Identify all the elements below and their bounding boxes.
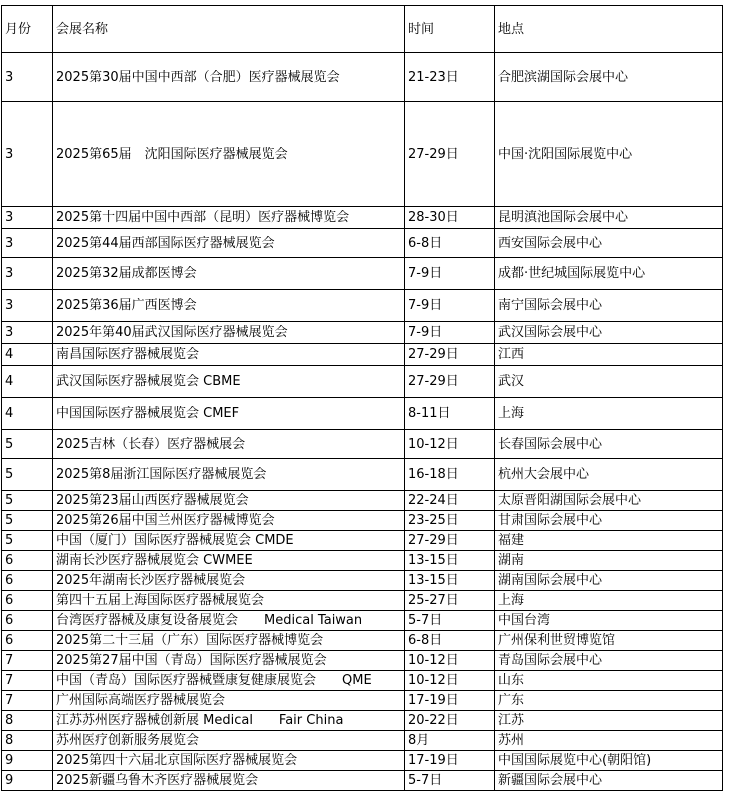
cell-text-time: 20-22日: [408, 713, 459, 728]
cell-time: [405, 366, 495, 398]
exhibition-schedule-table: [1, 5, 723, 791]
table-row: [2, 229, 723, 258]
cell-time: [405, 430, 495, 459]
cell-text-month: 6: [5, 553, 14, 568]
cell-text-place: 江西: [498, 347, 525, 362]
cell-time: [405, 771, 495, 791]
table-row: [2, 771, 723, 791]
cell-text-time: 10-12日: [408, 673, 459, 688]
cell-place: [495, 591, 723, 611]
cell-place: [495, 711, 723, 731]
cell-name: [53, 691, 405, 711]
cell-text-month: 9: [5, 773, 14, 788]
table-row: [2, 651, 723, 671]
cell-text-month: 3: [5, 325, 14, 340]
cell-text-place: 中国·沈阳国际展览中心: [498, 146, 633, 162]
cell-time: [405, 531, 495, 551]
column-header-time: 时间: [405, 6, 495, 53]
cell-text-time: 27-29日: [408, 374, 459, 389]
column-header-name: 会展名称: [53, 6, 405, 53]
cell-text-month: 3: [5, 210, 14, 225]
cell-text-place: 广州保利世贸博览馆: [498, 633, 616, 648]
cell-time: [405, 691, 495, 711]
cell-text-month: 8: [5, 733, 14, 748]
cell-place: [495, 651, 723, 671]
cell-time: [405, 631, 495, 651]
cell-text-name: 2025第26届中国兰州医疗器械博览会: [56, 513, 275, 528]
cell-name: [53, 322, 405, 344]
cell-text-name: 2025第27届中国（青岛）国际医疗器械展览会: [56, 653, 327, 668]
cell-month: [2, 591, 53, 611]
table-row: [2, 731, 723, 751]
cell-month: [2, 430, 53, 459]
cell-time: [405, 551, 495, 571]
cell-text-name: 2025第44届西部国际医疗器械展览会: [56, 235, 275, 251]
cell-time: [405, 571, 495, 591]
cell-name: [53, 531, 405, 551]
cell-month: [2, 651, 53, 671]
table-row: [2, 290, 723, 322]
cell-name: [53, 711, 405, 731]
cell-time: [405, 207, 495, 229]
cell-text-month: 5: [5, 533, 14, 548]
cell-place: [495, 631, 723, 651]
cell-place: [495, 102, 723, 207]
cell-text-month: 3: [5, 69, 14, 85]
cell-month: [2, 711, 53, 731]
cell-text-name: 2025第23届山西医疗器械展览会: [56, 493, 249, 508]
cell-place: [495, 258, 723, 290]
cell-text-month: 4: [5, 406, 14, 421]
cell-month: [2, 229, 53, 258]
cell-time: [405, 651, 495, 671]
cell-place: [495, 771, 723, 791]
cell-name: [53, 344, 405, 366]
cell-text-time: 6-8日: [408, 633, 443, 648]
cell-text-time: 7-9日: [408, 325, 443, 340]
table-row: [2, 691, 723, 711]
cell-text-place: 湖南: [498, 553, 525, 568]
cell-place: [495, 430, 723, 459]
cell-text-place: 杭州大会展中心: [498, 467, 590, 482]
cell-text-time: 21-23日: [408, 69, 459, 85]
cell-text-name: 2025新疆乌鲁木齐医疗器械展览会: [56, 773, 259, 788]
column-header-month: 月份: [2, 6, 53, 53]
cell-text-name: 2025年第40届武汉国际医疗器械展览会: [56, 325, 288, 340]
cell-text-name: 苏州医疗创新服务展览会: [56, 733, 200, 748]
cell-month: [2, 611, 53, 631]
cell-text-time: 13-15日: [408, 573, 459, 588]
cell-time: [405, 398, 495, 430]
cell-month: [2, 771, 53, 791]
cell-text-place: 南宁国际会展中心: [498, 298, 603, 313]
cell-name: [53, 207, 405, 229]
cell-text-place: 新疆国际会展中心: [498, 773, 603, 788]
cell-text-place: 青岛国际会展中心: [498, 653, 603, 668]
cell-name: [53, 651, 405, 671]
table-row: [2, 611, 723, 631]
cell-text-time: 22-24日: [408, 493, 459, 508]
cell-text-month: 7: [5, 693, 14, 708]
table-row: [2, 571, 723, 591]
cell-text-time: 5-7日: [408, 613, 443, 628]
cell-text-time: 27-29日: [408, 533, 459, 548]
cell-text-place: 江苏: [498, 713, 525, 728]
cell-place: [495, 571, 723, 591]
cell-month: [2, 731, 53, 751]
cell-text-month: 9: [5, 753, 14, 768]
cell-text-place: 武汉国际会展中心: [498, 325, 603, 340]
cell-time: [405, 511, 495, 531]
cell-name: [53, 491, 405, 511]
cell-month: [2, 571, 53, 591]
cell-time: [405, 459, 495, 491]
cell-text-name: 2025年湖南长沙医疗器械展览会: [56, 573, 246, 588]
cell-name: [53, 290, 405, 322]
cell-name: [53, 571, 405, 591]
cell-text-time: 10-12日: [408, 653, 459, 668]
cell-text-name: 湖南长沙医疗器械展览会 CWMEE: [56, 553, 253, 568]
cell-text-name: 广州国际高端医疗器械展览会: [56, 693, 226, 708]
cell-name: [53, 731, 405, 751]
cell-month: [2, 344, 53, 366]
cell-text-month: 7: [5, 673, 14, 688]
cell-time: [405, 731, 495, 751]
column-header-place: 地点: [495, 6, 723, 53]
table-row: [2, 551, 723, 571]
cell-text-time: 27-29日: [408, 347, 459, 362]
cell-month: [2, 551, 53, 571]
cell-text-place: 广东: [498, 693, 525, 708]
cell-place: [495, 53, 723, 102]
cell-text-time: 10-12日: [408, 436, 459, 452]
table-row: [2, 366, 723, 398]
table-row: [2, 322, 723, 344]
cell-name: [53, 258, 405, 290]
table-header-row: [2, 6, 723, 53]
cell-month: [2, 322, 53, 344]
table-row: [2, 430, 723, 459]
cell-text-name: 2025第8届浙江国际医疗器械展览会: [56, 467, 267, 482]
cell-text-name: 2025第二十三届（广东）国际医疗器械博览会: [56, 633, 324, 648]
cell-name: [53, 551, 405, 571]
cell-place: [495, 531, 723, 551]
cell-place: [495, 611, 723, 631]
cell-time: [405, 344, 495, 366]
table-row: [2, 531, 723, 551]
cell-place: [495, 398, 723, 430]
cell-text-month: 4: [5, 374, 14, 389]
table-row: [2, 591, 723, 611]
cell-text-place: 成都·世纪城国际展览中心: [498, 266, 646, 281]
cell-place: [495, 322, 723, 344]
cell-place: [495, 671, 723, 691]
cell-text-place: 西安国际会展中心: [498, 235, 603, 251]
table-row: [2, 671, 723, 691]
cell-text-name: 武汉国际医疗器械展览会 CBME: [56, 374, 241, 389]
cell-name: [53, 229, 405, 258]
table-row: [2, 102, 723, 207]
cell-text-name: 2025第四十六届北京国际医疗器械展览会: [56, 753, 298, 768]
cell-time: [405, 258, 495, 290]
cell-text-time: 23-25日: [408, 513, 459, 528]
table-header: [2, 6, 723, 53]
table-row: [2, 631, 723, 651]
cell-text-name: 中国（厦门）国际医疗器械展览会 CMDE: [56, 533, 294, 548]
cell-place: [495, 511, 723, 531]
cell-month: [2, 751, 53, 771]
cell-month: [2, 691, 53, 711]
cell-text-name: 2025第36届广西医博会: [56, 298, 197, 313]
cell-text-place: 上海: [498, 593, 525, 608]
cell-time: [405, 711, 495, 731]
cell-place: [495, 691, 723, 711]
table-row: [2, 491, 723, 511]
cell-text-place: 山东: [498, 673, 525, 688]
cell-text-month: 5: [5, 513, 14, 528]
cell-text-place: 中国台湾: [498, 613, 551, 628]
cell-name: [53, 459, 405, 491]
cell-text-month: 5: [5, 467, 14, 482]
cell-text-name: 中国（青岛）国际医疗器械暨康复健康展览会 QME: [56, 673, 372, 688]
cell-text-month: 6: [5, 573, 14, 588]
cell-text-time: 7-9日: [408, 266, 443, 281]
cell-text-place: 长春国际会展中心: [498, 436, 603, 452]
cell-text-month: 6: [5, 593, 14, 608]
cell-text-time: 7-9日: [408, 298, 443, 313]
cell-text-time: 16-18日: [408, 467, 459, 482]
cell-text-name: 2025吉林（长春）医疗器械展会: [56, 436, 246, 452]
cell-text-time: 8月: [408, 733, 430, 748]
cell-text-time: 13-15日: [408, 553, 459, 568]
cell-text-time: 17-19日: [408, 693, 459, 708]
table-row: [2, 711, 723, 731]
cell-month: [2, 671, 53, 691]
cell-month: [2, 102, 53, 207]
cell-text-month: 5: [5, 436, 14, 452]
cell-text-month: 4: [5, 347, 14, 362]
table-row: [2, 344, 723, 366]
cell-text-time: 8-11日: [408, 406, 451, 421]
cell-text-time: 17-19日: [408, 753, 459, 768]
cell-time: [405, 290, 495, 322]
cell-name: [53, 53, 405, 102]
cell-text-place: 太原晋阳湖国际会展中心: [498, 493, 642, 508]
cell-time: [405, 53, 495, 102]
cell-text-month: 3: [5, 235, 14, 251]
cell-name: [53, 671, 405, 691]
table-row: [2, 258, 723, 290]
cell-text-month: 3: [5, 146, 14, 162]
cell-text-month: 6: [5, 613, 14, 628]
table-body: [2, 53, 723, 791]
table-row: [2, 207, 723, 229]
cell-month: [2, 290, 53, 322]
cell-time: [405, 322, 495, 344]
cell-text-place: 苏州: [498, 733, 525, 748]
cell-time: [405, 102, 495, 207]
cell-text-month: 3: [5, 298, 14, 313]
cell-text-name: 2025第30届中国中西部（合肥）医疗器械展览会: [56, 69, 340, 85]
cell-name: [53, 398, 405, 430]
cell-time: [405, 491, 495, 511]
cell-text-name: 第四十五届上海国际医疗器械展览会: [56, 593, 265, 608]
cell-text-name: 2025第十四届中国中西部（昆明）医疗器械博览会: [56, 210, 350, 225]
cell-text-time: 27-29日: [408, 146, 459, 162]
cell-month: [2, 258, 53, 290]
cell-time: [405, 611, 495, 631]
cell-month: [2, 398, 53, 430]
cell-time: [405, 591, 495, 611]
cell-name: [53, 366, 405, 398]
cell-text-month: 7: [5, 653, 14, 668]
cell-month: [2, 631, 53, 651]
cell-place: [495, 290, 723, 322]
cell-text-name: 2025第32届成都医博会: [56, 266, 197, 281]
cell-time: [405, 751, 495, 771]
cell-text-month: 8: [5, 713, 14, 728]
table-row: [2, 398, 723, 430]
cell-text-month: 3: [5, 266, 14, 281]
cell-text-place: 武汉: [498, 374, 525, 389]
cell-text-time: 5-7日: [408, 773, 443, 788]
cell-text-place: 甘肃国际会展中心: [498, 513, 603, 528]
cell-text-name: 台湾医疗器械及康复设备展览会 Medical Taiwan: [56, 613, 363, 628]
table-row: [2, 459, 723, 491]
cell-name: [53, 631, 405, 651]
cell-text-name: 南昌国际医疗器械展览会: [56, 347, 200, 362]
cell-place: [495, 731, 723, 751]
cell-place: [495, 207, 723, 229]
cell-month: [2, 366, 53, 398]
cell-place: [495, 366, 723, 398]
cell-text-name: 江苏苏州医疗器械创新展 Medical Fair China: [56, 713, 344, 728]
cell-place: [495, 459, 723, 491]
table-row: [2, 53, 723, 102]
cell-text-month: 6: [5, 633, 14, 648]
cell-name: [53, 430, 405, 459]
cell-name: [53, 102, 405, 207]
cell-place: [495, 751, 723, 771]
cell-text-place: 上海: [498, 406, 525, 421]
cell-month: [2, 511, 53, 531]
cell-text-time: 25-27日: [408, 593, 459, 608]
cell-month: [2, 53, 53, 102]
cell-text-month: 5: [5, 493, 14, 508]
cell-text-place: 中国国际展览中心(朝阳馆): [498, 753, 652, 768]
table-row: [2, 751, 723, 771]
cell-text-place: 合肥滨湖国际会展中心: [498, 69, 629, 85]
cell-name: [53, 591, 405, 611]
cell-text-place: 福建: [498, 533, 525, 548]
cell-name: [53, 771, 405, 791]
cell-text-time: 28-30日: [408, 210, 459, 225]
cell-month: [2, 531, 53, 551]
cell-place: [495, 344, 723, 366]
table-row: [2, 511, 723, 531]
cell-name: [53, 751, 405, 771]
cell-place: [495, 229, 723, 258]
cell-month: [2, 459, 53, 491]
cell-month: [2, 491, 53, 511]
cell-place: [495, 551, 723, 571]
cell-text-name: 中国国际医疗器械展览会 CMEF: [56, 406, 240, 421]
cell-month: [2, 207, 53, 229]
cell-time: [405, 229, 495, 258]
cell-place: [495, 491, 723, 511]
cell-name: [53, 611, 405, 631]
cell-text-place: 昆明滇池国际会展中心: [498, 210, 629, 225]
cell-text-name: 2025第65届 沈阳国际医疗器械展览会: [56, 146, 288, 162]
cell-time: [405, 671, 495, 691]
cell-text-place: 湖南国际会展中心: [498, 573, 603, 588]
cell-name: [53, 511, 405, 531]
cell-text-time: 6-8日: [408, 235, 443, 251]
